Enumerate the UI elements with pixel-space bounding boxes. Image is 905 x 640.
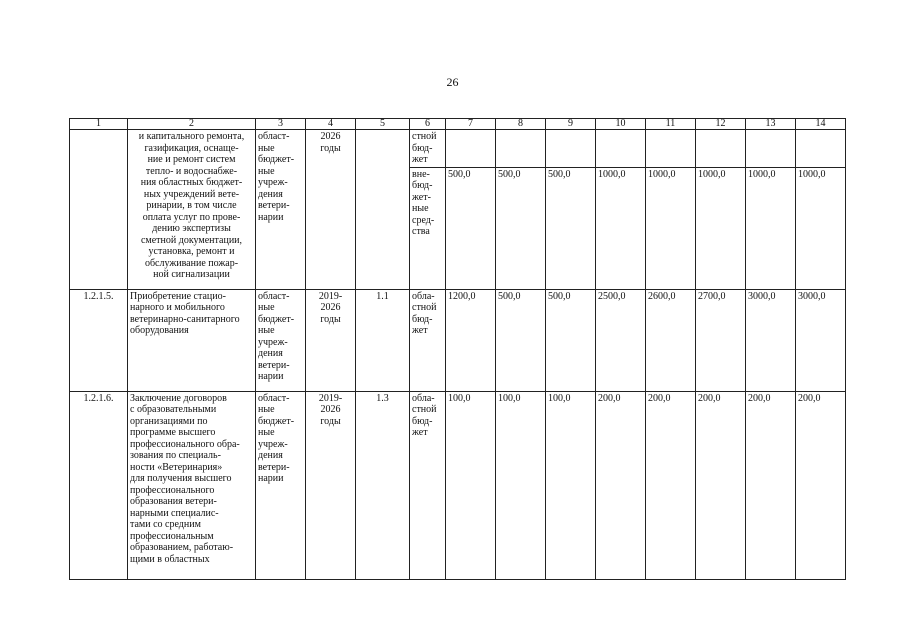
row-funding-source: обла- стной бюд- жет <box>410 391 446 579</box>
value-cell: 1000,0 <box>646 167 696 289</box>
value-cell: 200,0 <box>696 391 746 579</box>
header-row <box>70 119 846 130</box>
row-number: 1.2.1.5. <box>70 289 128 391</box>
row-indicator: 1.3 <box>356 391 410 579</box>
row-description: Заключение договоров с образовательными организациями по программе высшего профессионального обра- зования по специаль- ности «Ветеринария» для получения высшего профессионального образования ветери- нарными специалис- тами со средним профессиональным образованием, работаю- щими в областных <box>128 391 256 579</box>
row-description: и капитального ремонта, газификация, оснаще- ние и ремонт систем тепло- и водоснабже- ния областных бюджет- ных учреждений вете- ринарии, в том числе оплата услуг по прове- дению экспертизы сметной документации, установка, ремонт и обслуживание пожар- ной сигнализации <box>128 130 256 290</box>
row-funding-source: стной бюд- жет <box>410 130 446 168</box>
column-header: 5 <box>356 119 410 130</box>
value-cell: 1200,0 <box>446 289 496 391</box>
row-number <box>70 130 128 290</box>
value-cell <box>746 130 796 168</box>
value-cell <box>546 130 596 168</box>
row-years: 2026 годы <box>306 130 356 290</box>
value-cell: 3000,0 <box>796 289 846 391</box>
row-years: 2019- 2026 годы <box>306 289 356 391</box>
row-executor: област- ные бюджет- ные учреж- дения ветери- нарии <box>256 130 306 290</box>
table-row <box>70 391 846 579</box>
table-row <box>70 130 846 168</box>
value-cell: 500,0 <box>496 167 546 289</box>
value-cell: 100,0 <box>496 391 546 579</box>
value-cell: 2500,0 <box>596 289 646 391</box>
value-cell: 500,0 <box>546 167 596 289</box>
column-header: 8 <box>496 119 546 130</box>
value-cell <box>496 130 546 168</box>
value-cell <box>696 130 746 168</box>
value-cell: 3000,0 <box>746 289 796 391</box>
column-header: 6 <box>410 119 446 130</box>
program-table <box>69 118 846 580</box>
table-row <box>70 289 846 391</box>
row-executor: област- ные бюджет- ные учреж- дения ветери- нарии <box>256 289 306 391</box>
page-number: 26 <box>446 75 459 89</box>
value-cell: 500,0 <box>496 289 546 391</box>
column-header: 1 <box>70 119 128 130</box>
column-header: 4 <box>306 119 356 130</box>
value-cell: 500,0 <box>546 289 596 391</box>
column-header: 2 <box>128 119 256 130</box>
row-funding-source: обла- стной бюд- жет <box>410 289 446 391</box>
value-cell: 500,0 <box>446 167 496 289</box>
value-cell: 1000,0 <box>696 167 746 289</box>
row-executor: област- ные бюджет- ные учреж- дения ветери- нарии <box>256 391 306 579</box>
column-header: 13 <box>746 119 796 130</box>
row-funding-source: вне- бюд- жет- ные сред- ства <box>410 167 446 289</box>
value-cell: 100,0 <box>546 391 596 579</box>
value-cell: 200,0 <box>796 391 846 579</box>
value-cell <box>646 130 696 168</box>
value-cell <box>796 130 846 168</box>
value-cell: 1000,0 <box>746 167 796 289</box>
column-header: 9 <box>546 119 596 130</box>
value-cell: 200,0 <box>646 391 696 579</box>
row-description: Приобретение стацио- нарного и мобильного ветеринарно-санитарного оборудования <box>128 289 256 391</box>
value-cell <box>596 130 646 168</box>
column-header: 14 <box>796 119 846 130</box>
value-cell: 1000,0 <box>796 167 846 289</box>
value-cell: 2600,0 <box>646 289 696 391</box>
column-header: 7 <box>446 119 496 130</box>
row-years: 2019- 2026 годы <box>306 391 356 579</box>
column-header: 11 <box>646 119 696 130</box>
value-cell: 200,0 <box>746 391 796 579</box>
column-header: 10 <box>596 119 646 130</box>
value-cell: 2700,0 <box>696 289 746 391</box>
column-header: 3 <box>256 119 306 130</box>
value-cell: 200,0 <box>596 391 646 579</box>
column-header: 12 <box>696 119 746 130</box>
row-number: 1.2.1.6. <box>70 391 128 579</box>
row-indicator: 1.1 <box>356 289 410 391</box>
value-cell: 100,0 <box>446 391 496 579</box>
value-cell: 1000,0 <box>596 167 646 289</box>
value-cell <box>446 130 496 168</box>
row-indicator <box>356 130 410 290</box>
